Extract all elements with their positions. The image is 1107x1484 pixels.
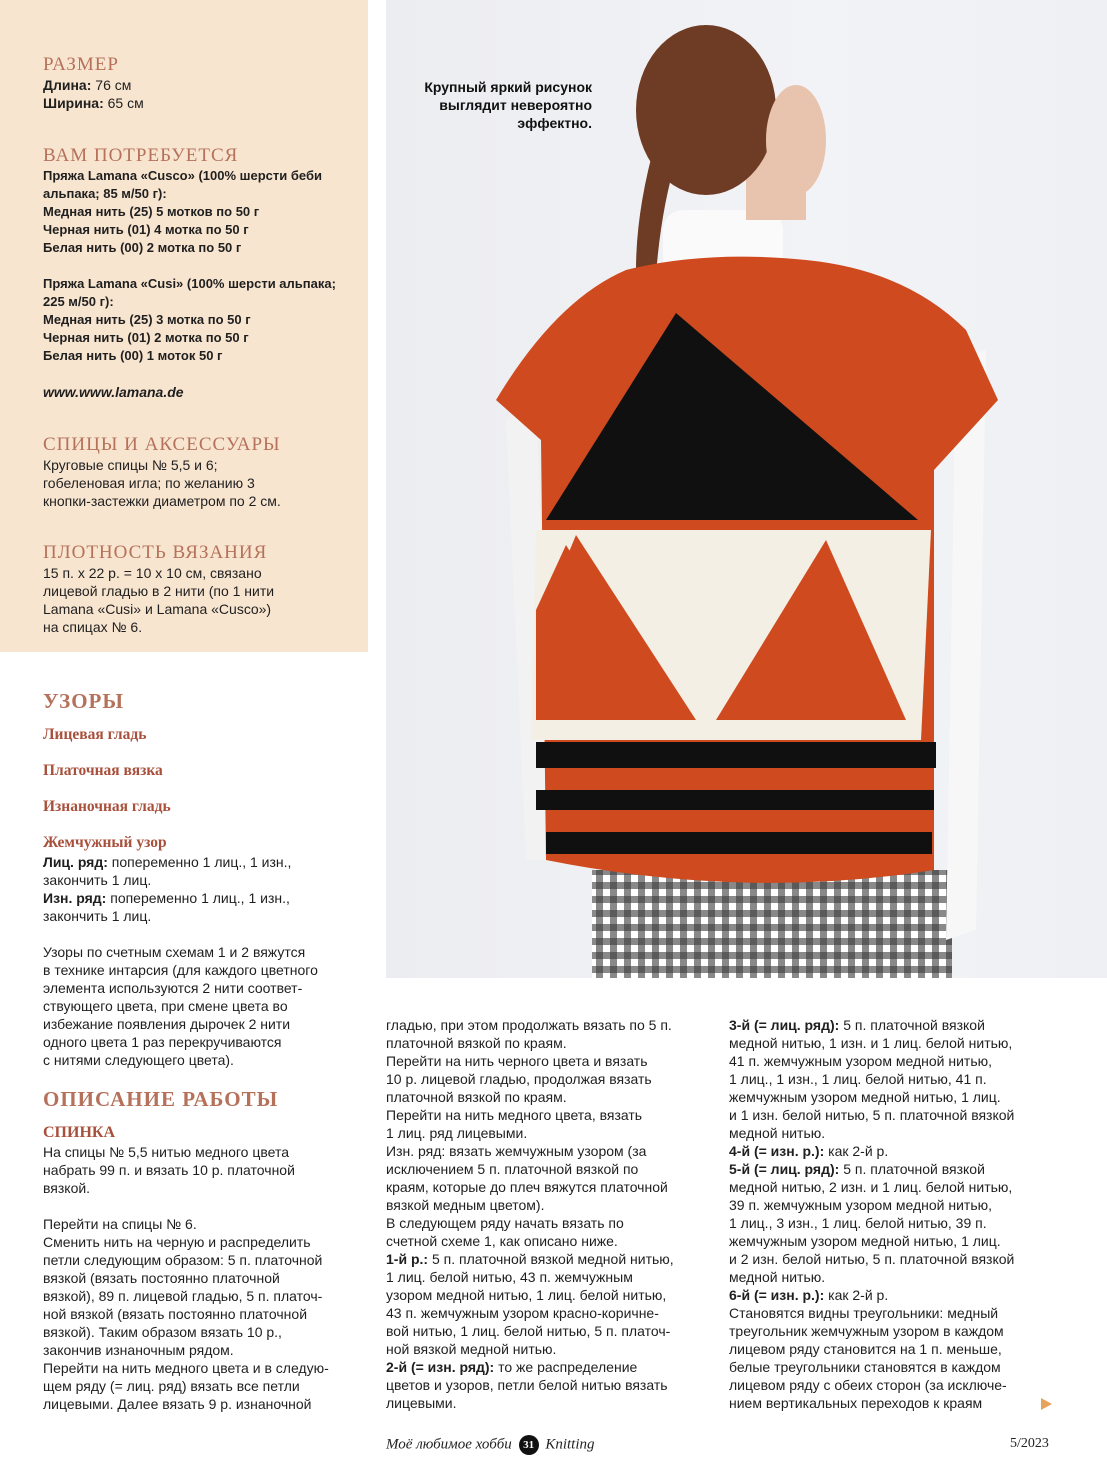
caption-line: эффектно. — [517, 115, 592, 131]
caption-line: Крупный яркий рисунок — [424, 79, 592, 95]
col2-line: вой нитью, 1 лиц. белой нитью, 5 п. платоч- — [386, 1323, 671, 1339]
description-section — [43, 1087, 373, 1413]
col3-line: 39 п. жемчужным узором медной нитью, — [729, 1197, 993, 1213]
materials-title: ВАМ ПОТРЕБУЕТСЯ — [43, 145, 239, 166]
col3-line: 1 лиц., 1 изн., 1 лиц. белой нитью, 41 п. — [729, 1071, 987, 1087]
pattern-garter: Платочная вязка — [43, 762, 163, 779]
col2-line: узором медной нитью, 1 лиц. белой нитью, — [386, 1287, 667, 1303]
seed-row1-text: попеременно 1 лиц., 1 изн., — [107, 854, 292, 870]
col2-line: краям, которые до плеч вяжутся платочной — [386, 1179, 668, 1195]
desc-line: петли следующим образом: 5 п. платочной — [43, 1252, 323, 1268]
desc-line: набрать 99 п. и вязать 10 р. платочной — [43, 1162, 295, 1178]
size-section — [43, 54, 361, 112]
col3-line: белые треугольники становятся в каждом — [729, 1359, 1001, 1375]
desc-line: На спицы № 5,5 нитью медного цвета — [43, 1144, 289, 1160]
vest-illustration — [386, 0, 1107, 978]
desc-line: лицевыми. Далее вязать 9 р. изнаночной — [43, 1396, 312, 1412]
materials-line: Черная нить (01) 4 мотка по 50 г — [43, 222, 249, 237]
intarsia-line: избежание появления дырочек 2 нити — [43, 1016, 291, 1032]
pattern-reverse: Изнаночная гладь — [43, 798, 171, 815]
row5-label: 5-й (= лиц. ряд): — [729, 1161, 840, 1177]
desc-line: Перейти на нить медного цвета и в следую- — [43, 1360, 329, 1376]
row4-label: 4-й (= изн. р.): — [729, 1143, 825, 1159]
materials-line: Медная нить (25) 3 мотка по 50 г — [43, 312, 251, 327]
materials-line: альпака; 85 м/50 г): — [43, 186, 167, 201]
col2-line: В следующем ряду начать вязать по — [386, 1215, 624, 1231]
col2-line: платочной вязкой по краям. — [386, 1035, 567, 1051]
continue-arrow-icon — [1041, 1398, 1052, 1410]
col3-line: жемчужным узором медной нитью, 1 лиц. — [729, 1233, 1001, 1249]
col3-line: жемчужным узором медной нитью, 1 лиц. — [729, 1089, 1001, 1105]
materials-line: Белая нить (00) 1 моток 50 г — [43, 348, 223, 363]
gauge-line: Lamana «Cusi» и Lamana «Cusco») — [43, 601, 272, 617]
desc-line: вязкой. — [43, 1180, 91, 1196]
materials-line: Пряжа Lamana «Cusco» (100% шерсти беби — [43, 168, 322, 183]
magazine-name: Моё любимое хобби — [386, 1436, 512, 1453]
seed-row2-label: Изн. ряд: — [43, 890, 107, 906]
row1-text: 5 п. платочной вязкой медной нитью, — [428, 1251, 674, 1267]
seed-row2-text: попеременно 1 лиц., 1 изн., — [106, 890, 290, 906]
length-label: Длина: — [43, 77, 92, 93]
back-title: СПИНКА — [43, 1124, 116, 1141]
row3-text: 5 п. платочной вязкой — [839, 1017, 985, 1033]
col3-line: лицевом ряду становится на 1 п. меньше, — [729, 1341, 1002, 1357]
row3-label: 3-й (= лиц. ряд): — [729, 1017, 840, 1033]
col3-line: нием вертикальных переходов к краям — [729, 1395, 983, 1411]
photo-caption — [372, 78, 592, 132]
col2-line: Перейти на нить черного цвета и вязать — [386, 1053, 648, 1069]
issue-date: 5/2023 — [1010, 1436, 1049, 1451]
patterns-section — [43, 689, 373, 1069]
gauge-title: ПЛОТНОСТЬ ВЯЗАНИЯ — [43, 542, 268, 563]
col3-line: медной нитью. — [729, 1269, 826, 1285]
col3-line: Становятся видны треугольники: медный — [729, 1305, 999, 1321]
intarsia-line: ствующего цвета, при смене цвета во — [43, 998, 288, 1014]
row4-text: как 2-й р. — [824, 1143, 889, 1159]
pattern-seed: Жемчужный узор — [43, 834, 167, 851]
model-photo — [386, 0, 1107, 978]
materials-line: Медная нить (25) 5 мотков по 50 г — [43, 204, 260, 219]
page-number: 31 — [519, 1435, 539, 1455]
col3-line: и 1 изн. белой нитью, 5 п. платочной вязкой — [729, 1107, 1015, 1123]
col2-line: вязкой медным цветом). — [386, 1197, 545, 1213]
row6-label: 6-й (= изн. р.): — [729, 1287, 825, 1303]
col3-line: 41 п. жемчужным узором медной нитью, — [729, 1053, 993, 1069]
desc-line: вязкой), 89 п. лицевой гладью, 5 п. платоч- — [43, 1288, 323, 1304]
col2-line: счетной схеме 1, как описано ниже. — [386, 1233, 618, 1249]
intarsia-line: одного цвета 1 раз перекручиваются — [43, 1034, 282, 1050]
col3-line: медной нитью, 2 изн. и 1 лиц. белой нитью, — [729, 1179, 1013, 1195]
row1-label: 1-й р.: — [386, 1251, 429, 1267]
materials-section — [43, 145, 361, 401]
col2-line: 10 р. лицевой гладью, продолжая вязать — [386, 1071, 652, 1087]
column-3 — [729, 1016, 1059, 1412]
intarsia-line: в технике интарсия (для каждого цветного — [43, 962, 318, 978]
col3-line: 1 лиц., 3 изн., 1 лиц. белой нитью, 39 п. — [729, 1215, 987, 1231]
width-label: Ширина: — [43, 95, 104, 111]
col2-line: платочной вязкой по краям. — [386, 1089, 567, 1105]
desc-line: Перейти на спицы № 6. — [43, 1216, 197, 1232]
col2-line: Изн. ряд: вязать жемчужным узором (за — [386, 1143, 647, 1159]
desc-line: вязкой (вязать постоянно платочной — [43, 1270, 280, 1286]
needles-section — [43, 434, 361, 510]
materials-line: Белая нить (00) 2 мотка по 50 г — [43, 240, 242, 255]
desc-line: вязкой). Таким образом вязать 10 р., — [43, 1324, 282, 1340]
intarsia-line: элемента используются 2 нити соответ- — [43, 980, 303, 996]
needles-line: Круговые спицы № 5,5 и 6; — [43, 457, 218, 473]
col3-line: треугольник жемчужным узором в каждом — [729, 1323, 1004, 1339]
col2-line: 1 лиц. белой нитью, 43 п. жемчужным — [386, 1269, 633, 1285]
width-value: 65 см — [103, 95, 144, 111]
col2-line: 1 лиц. ряд лицевыми. — [386, 1125, 528, 1141]
needles-title: СПИЦЫ И АКСЕССУАРЫ — [43, 434, 281, 455]
needles-line: кнопки-застежки диаметром по 2 см. — [43, 493, 281, 509]
col3-line: медной нитью. — [729, 1125, 826, 1141]
desc-line: щем ряду (= лиц. ряд) вязать все петли — [43, 1378, 300, 1394]
col2-line: лицевыми. — [386, 1395, 457, 1411]
intarsia-line: с нитями следующего цвета). — [43, 1052, 234, 1068]
gauge-line: на спицах № 6. — [43, 619, 143, 635]
col3-line: лицевом ряду с обеих сторон (за исключе- — [729, 1377, 1007, 1393]
footer — [386, 1435, 595, 1455]
seed-row2-text2: закончить 1 лиц. — [43, 908, 152, 924]
col2-line: ной вязкой медной нитью. — [386, 1341, 557, 1357]
materials-line: Пряжа Lamana «Cusi» (100% шерсти альпака; — [43, 276, 336, 291]
intarsia-line: Узоры по счетным схемам 1 и 2 вяжутся — [43, 944, 306, 960]
row2-label: 2-й (= изн. ряд): — [386, 1359, 495, 1375]
size-title: РАЗМЕР — [43, 54, 119, 75]
col2-line: 43 п. жемчужным узором красно-коричне- — [386, 1305, 659, 1321]
col2-line: цветов и узоров, петли белой нитью вязать — [386, 1377, 668, 1393]
row6-text: как 2-й р. — [824, 1287, 889, 1303]
length-value: 76 см — [91, 77, 132, 93]
caption-line: выглядит невероятно — [439, 97, 592, 113]
gauge-section — [43, 542, 361, 636]
website-link[interactable]: www.www.lamana.de — [43, 384, 184, 400]
row2-text: то же распределение — [494, 1359, 638, 1375]
materials-line: 225 м/50 г): — [43, 294, 114, 309]
gauge-line: лицевой гладью в 2 нити (по 1 нити — [43, 583, 275, 599]
seed-row1-label: Лиц. ряд: — [43, 854, 108, 870]
materials-line: Черная нить (01) 2 мотка по 50 г — [43, 330, 249, 345]
description-title: ОПИСАНИЕ РАБОТЫ — [43, 1087, 279, 1111]
col2-line: исключением 5 п. платочной вязкой по — [386, 1161, 639, 1177]
desc-line: Сменить нить на черную и распределить — [43, 1234, 311, 1250]
col3-line: медной нитью, 1 изн. и 1 лиц. белой нитью, — [729, 1035, 1013, 1051]
desc-line: закончив изнаночным рядом. — [43, 1342, 234, 1358]
section-name: Knitting — [545, 1436, 595, 1453]
gauge-line: 15 п. х 22 р. = 10 х 10 см, связано — [43, 565, 262, 581]
col2-line: гладью, при этом продолжать вязать по 5 п. — [386, 1017, 672, 1033]
pattern-stockinette: Лицевая гладь — [43, 726, 147, 743]
desc-line: ной вязкой (вязать постоянно платочной — [43, 1306, 308, 1322]
row5-text: 5 п. платочной вязкой — [839, 1161, 985, 1177]
seed-row1-text2: закончить 1 лиц. — [43, 872, 152, 888]
col2-line: Перейти на нить медного цвета, вязать — [386, 1107, 643, 1123]
col3-line: и 2 изн. белой нитью, 5 п. платочной вязкой — [729, 1251, 1015, 1267]
column-2 — [386, 1016, 711, 1412]
needles-line: гобеленовая игла; по желанию 3 — [43, 475, 255, 491]
patterns-title: УЗОРЫ — [43, 689, 125, 713]
